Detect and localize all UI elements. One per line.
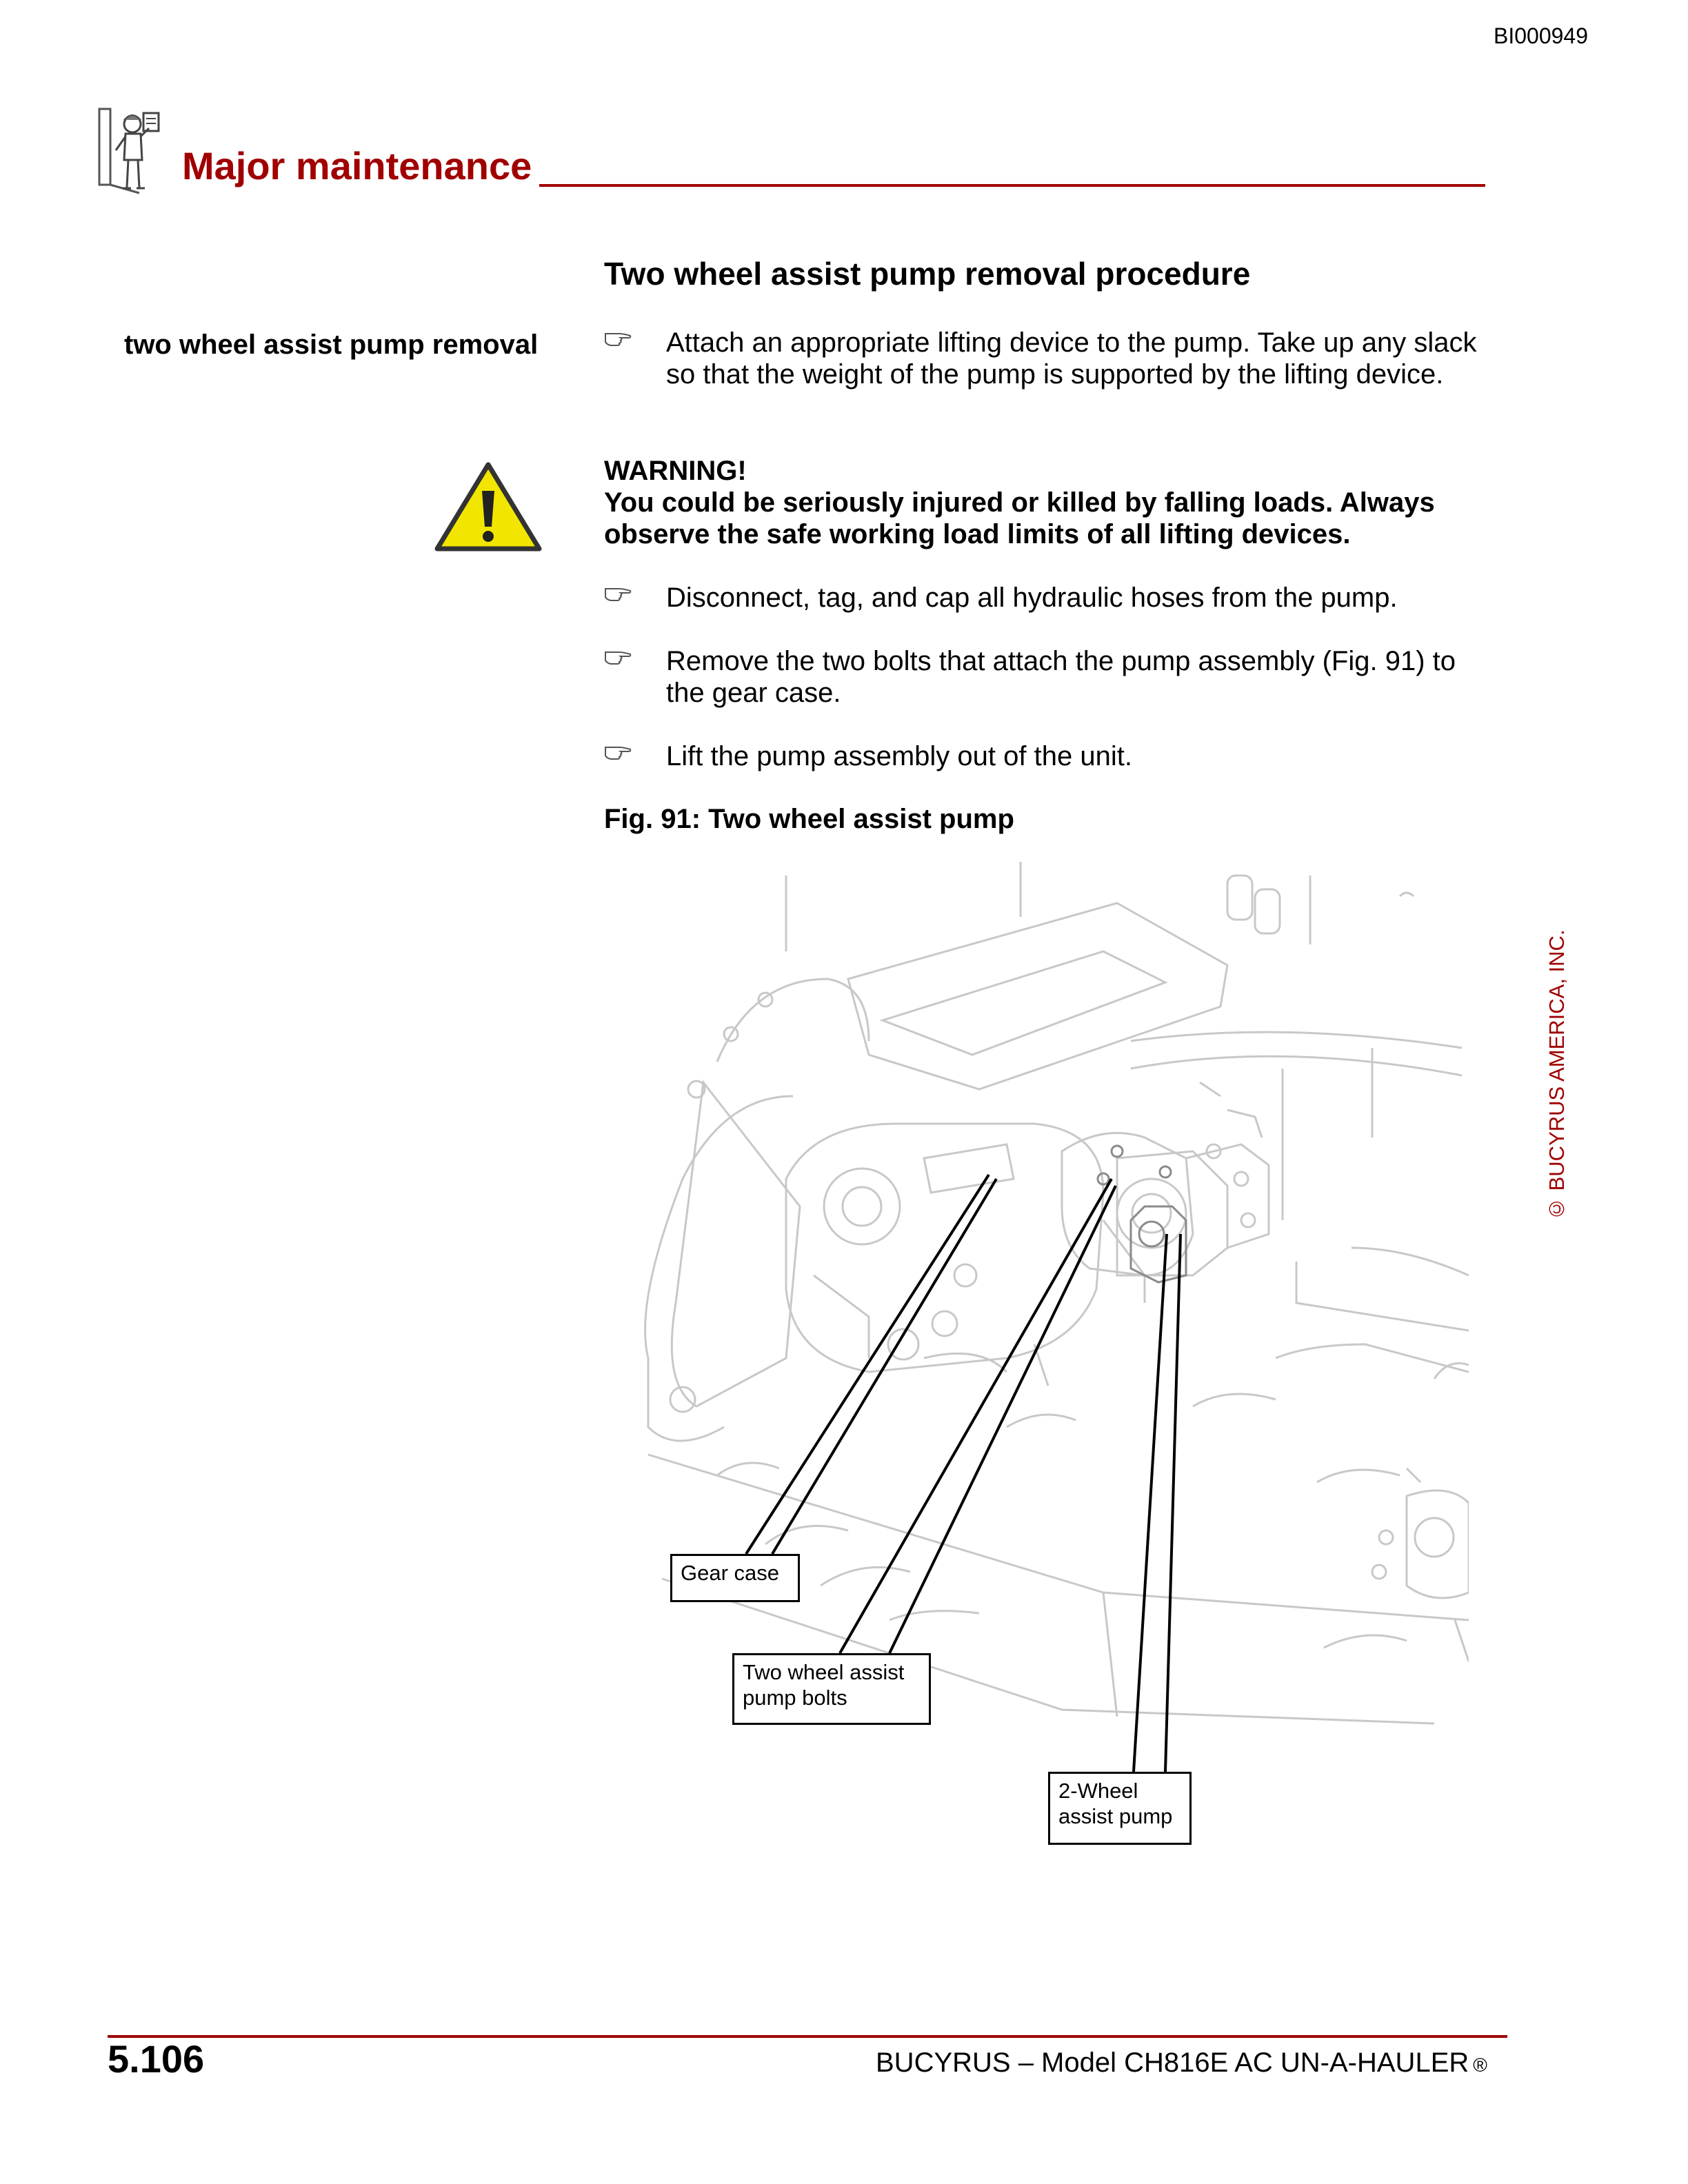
footer-rule [108, 2035, 1507, 2038]
pointing-hand-icon [604, 585, 632, 603]
figure-caption: Fig. 91: Two wheel assist pump [604, 804, 1014, 834]
mechanic-with-clipboard-icon [98, 105, 164, 197]
copyright-notice: © BUCYRUS AMERICA, INC. [1545, 929, 1569, 1222]
warning-block [604, 455, 1487, 550]
pointing-hand-icon [604, 648, 632, 666]
footer-title-text: BUCYRUS – Model CH816E AC UN-A-HAULER [876, 2048, 1469, 2078]
pointing-hand-icon [604, 743, 632, 761]
document-id: BI000949 [1494, 23, 1589, 48]
callout-pump-bolts: Two wheel assist pump bolts [732, 1653, 931, 1725]
step-text: Disconnect, tag, and cap all hydraulic hoses from the pump. [666, 583, 1398, 613]
chapter-title: Major maintenance [182, 144, 532, 188]
step-text: Remove the two bolts that attach the pump assembly (Fig. 91) to the gear case. [666, 646, 1456, 708]
footer-title [876, 2048, 1487, 2079]
pointing-hand-icon [604, 330, 632, 347]
warning-title: WARNING! [604, 456, 747, 486]
sidebar-label: two wheel assist pump removal [124, 330, 539, 360]
procedure-step [604, 327, 1487, 390]
procedure-step [604, 645, 1487, 709]
step-text: Lift the pump assembly out of the unit. [666, 741, 1132, 771]
warning-triangle-icon [433, 461, 543, 554]
callout-assist-pump: 2-Wheel assist pump [1048, 1772, 1192, 1845]
warning-body: You could be seriously injured or killed by falling loads. Always observe the safe working load limits of all lifting devices. [604, 487, 1435, 549]
page-number: 5.106 [108, 2037, 205, 2081]
step-text: Attach an appropriate lifting device to the pump. Take up any slack so that the weight of the pump is supported by the lifting device. [666, 327, 1477, 390]
registered-mark: ® [1473, 2054, 1487, 2076]
procedure-step [604, 740, 1487, 772]
procedure-step [604, 582, 1487, 614]
callout-gear-case: Gear case [670, 1554, 800, 1602]
section-heading: Two wheel assist pump removal procedure [604, 256, 1251, 292]
title-rule [539, 184, 1485, 187]
